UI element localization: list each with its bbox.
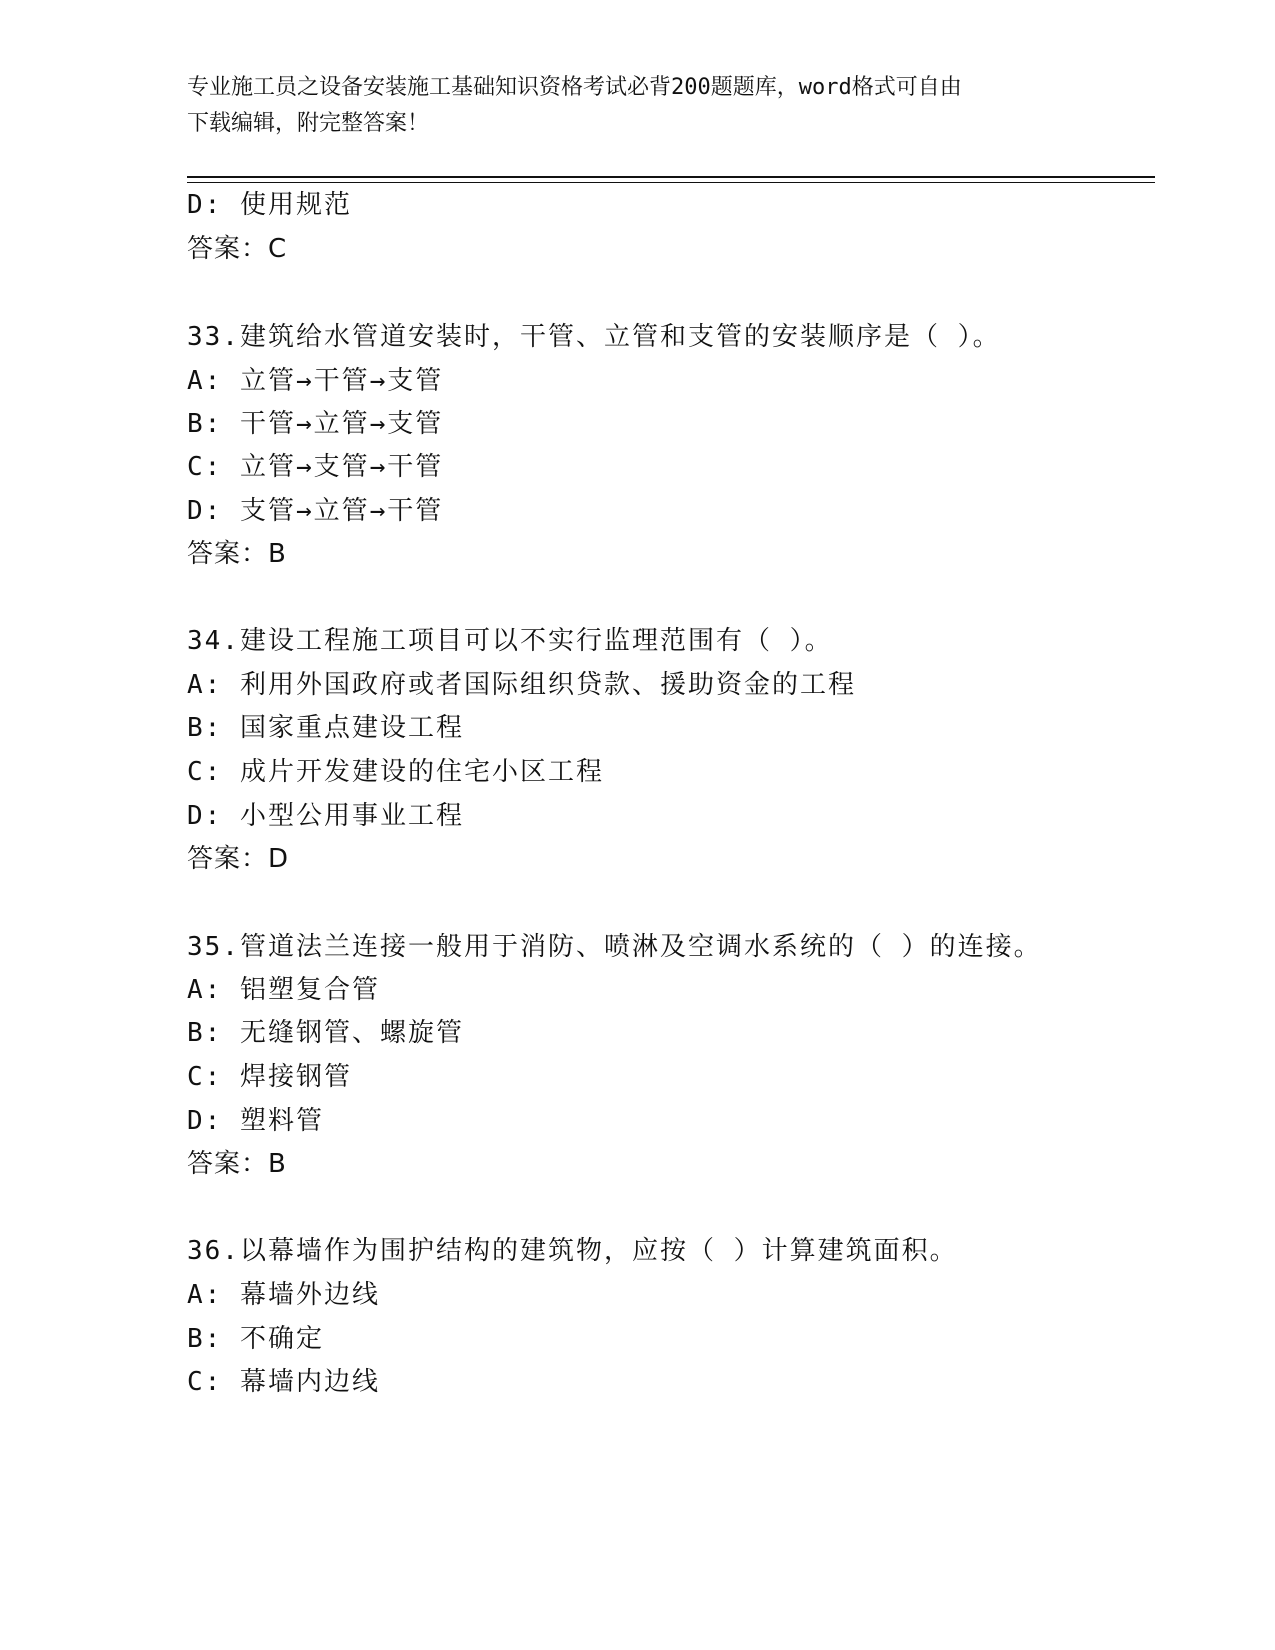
q34-stem: 34.建设工程施工项目可以不实行监理范围有（ ）。: [187, 626, 833, 656]
q35-option-a: A: 铝塑复合管: [187, 975, 380, 1005]
header-rule-thick: [187, 176, 1155, 178]
q33-option-a: A: 立管→干管→支管: [187, 366, 444, 396]
q34-option-d: D: 小型公用事业工程: [187, 801, 464, 831]
document-header: [187, 70, 1087, 142]
q35-answer: 答案：B: [187, 1149, 287, 1179]
header-title-line-2: 下载编辑，附完整答案！: [187, 111, 430, 136]
q36-stem: 36.以幕墙作为围护结构的建筑物，应按（ ）计算建筑面积。: [187, 1236, 958, 1266]
q34-option-c: C: 成片开发建设的住宅小区工程: [187, 757, 604, 787]
q34-answer: 答案：D: [187, 844, 290, 874]
q35-option-c: C: 焊接钢管: [187, 1062, 352, 1092]
q33-stem: 33.建筑给水管道安装时，干管、立管和支管的安装顺序是（ ）。: [187, 322, 1001, 352]
q36-option-a: A: 幕墙外边线: [187, 1280, 380, 1310]
q34-option-a: A: 利用外国政府或者国际组织贷款、援助资金的工程: [187, 670, 856, 700]
q36-option-c: C: 幕墙内边线: [187, 1367, 380, 1397]
q34-option-b: B: 国家重点建设工程: [187, 713, 464, 743]
prev-option-d: D: 使用规范: [187, 190, 352, 220]
q33-option-c: C: 立管→支管→干管: [187, 452, 444, 482]
q36-option-b: B: 不确定: [187, 1324, 324, 1354]
prev-answer: 答案：C: [187, 234, 288, 264]
q33-answer: 答案：B: [187, 539, 287, 569]
q33-option-d: D: 支管→立管→干管: [187, 496, 444, 526]
header-title-line-1: 专业施工员之设备安装施工基础知识资格考试必背200题题库，word格式可自由: [187, 75, 962, 100]
q35-option-b: B: 无缝钢管、螺旋管: [187, 1018, 464, 1048]
q35-option-d: D: 塑料管: [187, 1106, 324, 1136]
q33-option-b: B: 干管→立管→支管: [187, 409, 444, 439]
q35-stem: 35.管道法兰连接一般用于消防、喷淋及空调水系统的（ ）的连接。: [187, 932, 1042, 962]
header-rule-thin: [187, 182, 1155, 183]
